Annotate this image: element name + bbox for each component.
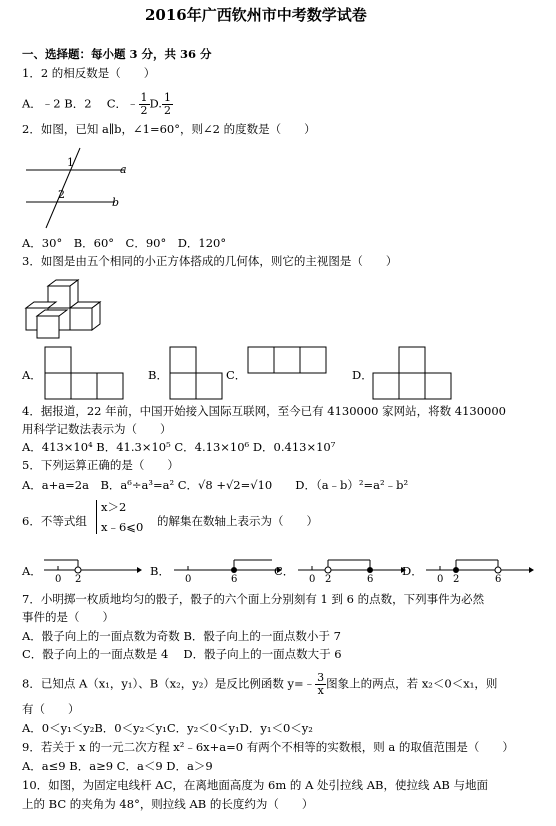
q1-option-d-fraction xyxy=(162,92,173,117)
q10-stem-line2: 上的 BC 的夹角为 48°，则拉线 AB 的长度约为（ ） xyxy=(22,797,314,811)
q3-option-a: A． xyxy=(22,368,42,382)
q6-option-c-number-line xyxy=(296,556,406,586)
page-title: 2016年广西钦州市中考数学试卷 xyxy=(145,6,367,24)
q3-option-b-figure xyxy=(168,345,226,401)
q6c-label-0: 0 xyxy=(309,574,316,585)
q1-c-numerator: 1 xyxy=(140,91,148,104)
q8-denominator: x xyxy=(317,684,324,697)
q5-option-c-expr: √8 +√2=√10 xyxy=(198,478,273,492)
q1-option-c-fraction xyxy=(139,92,150,117)
q8-stem-pre: 8．已知点 A（x₁，y₁）、B（x₂，y₂）是反比例函数 y=﹣ xyxy=(22,676,316,691)
q5-options xyxy=(22,478,408,492)
q7-options-line2: C．骰子向上的一面点数是 4 D．骰子向上的一面点数大于 6 xyxy=(22,647,342,661)
q6b-label-0: 0 xyxy=(185,574,192,585)
q2-stem: 2．如图，已知 a∥b，∠1=60°，则∠2 的度数是（ ） xyxy=(22,122,316,136)
q8-stem-line2: 有（ ） xyxy=(22,702,80,716)
q8-numerator: 3 xyxy=(317,671,325,684)
q6d-label-6: 6 xyxy=(495,574,502,585)
q7-stem-line1: 7．小明掷一枚质地均匀的骰子，骰子的六个面上分别刻有 1 到 6 的点数，下列事件为必然 xyxy=(22,592,485,606)
q2-line-b-label: b xyxy=(112,196,120,209)
q3-option-d-figure xyxy=(371,345,455,401)
q6-inequality-system xyxy=(96,500,143,534)
q6-inequality-2: x﹣6⩽0 xyxy=(101,520,144,534)
q3-option-c-figure xyxy=(246,345,330,377)
q6-option-b: B． xyxy=(150,564,170,578)
q3-option-b: B． xyxy=(148,368,168,382)
q4-stem-line1: 4．据报道，22 年前，中国开始接入国际互联网，至今已有 4130000 家网站，将数 4130000 xyxy=(22,404,507,418)
q2-line-a-label: a xyxy=(120,163,127,176)
q5-option-d: D．（a﹣b）²=a²﹣b² xyxy=(295,478,409,492)
q9-options: A．a≤9 B．a≥9 C．a＜9 D．a＞9 xyxy=(22,759,213,773)
q6-option-a-number-line xyxy=(42,556,142,586)
q2-parallel-lines-figure xyxy=(20,142,140,232)
q6-option-d: D． xyxy=(402,564,423,578)
q3-option-d: D． xyxy=(352,368,373,382)
q6-option-c: C． xyxy=(274,564,295,578)
q6-option-a: A． xyxy=(22,564,42,578)
q3-option-c: C． xyxy=(226,368,247,382)
q8-stem xyxy=(22,672,497,697)
q3-cubes-figure xyxy=(24,278,104,343)
q2-options: A．30° B．60° C．90° D．120° xyxy=(22,236,227,250)
q7-options-line1: A．骰子向上的一面点数为奇数 B．骰子向上的一面点数小于 7 xyxy=(22,629,341,643)
q6c-label-2: 2 xyxy=(325,574,332,585)
q6c-label-6: 6 xyxy=(367,574,374,585)
q1-d-numerator: 1 xyxy=(163,91,171,104)
q6b-label-6: 6 xyxy=(231,574,238,585)
q8-stem-post: 图象上的两点，若 x₂＜0＜x₁，则 xyxy=(326,676,498,691)
q9-stem: 9．若关于 x 的一元二次方程 x²﹣6x+a=0 有两个不相等的实数根，则 a 的取值范围是（ ） xyxy=(22,740,514,754)
q2-angle2-label: 2 xyxy=(58,188,65,201)
q1-stem: 1．2 的相反数是（ ） xyxy=(22,66,156,80)
q1-options-ab: A．﹣2 B．2 C． xyxy=(22,96,127,111)
q6d-label-0: 0 xyxy=(437,574,444,585)
q6-option-d-number-line xyxy=(424,556,534,586)
q4-stem-line2: 用科学记数法表示为（ ） xyxy=(22,422,172,436)
q6a-label-2: 2 xyxy=(75,574,82,585)
q6-option-b-number-line xyxy=(172,556,282,586)
q8-options: A．0＜y₁＜y₂B．0＜y₂＜y₁C．y₂＜0＜y₁D．y₁＜0＜y₂ xyxy=(22,721,313,735)
q6-inequality-1: x＞2 xyxy=(101,500,127,514)
section-heading: 一、选择题：每小题 3 分，共 36 分 xyxy=(22,47,212,61)
q5-stem: 5．下列运算正确的是（ ） xyxy=(22,458,179,472)
q10-stem-line1: 10．如图，为固定电线杆 AC，在离地面高度为 6m 的 A 处引拉线 AB，使拉线 AB 与地面 xyxy=(22,778,489,792)
q3-stem: 3．如图是由五个相同的小正方体搭成的几何体，则它的主视图是（ ） xyxy=(22,254,398,268)
q1-option-d-label: D. xyxy=(149,96,162,111)
q4-options: A．413×10⁴ B．41.3×10⁵ C．4.13×10⁶ D．0.413×10⁷ xyxy=(22,440,336,454)
q6-stem-pre: 6．不等式组 xyxy=(22,514,87,528)
q3-option-a-figure xyxy=(43,345,125,401)
q6d-label-2: 2 xyxy=(453,574,460,585)
q5-options-abc: A．a+a=2a B．a⁶÷a³=a² C． xyxy=(22,478,199,492)
q1-c-denominator: 2 xyxy=(140,104,148,117)
q1-option-c-sign: ﹣ xyxy=(127,96,139,111)
q1-d-denominator: 2 xyxy=(163,104,171,117)
q6-stem-post: 的解集在数轴上表示为（ ） xyxy=(157,514,318,528)
q7-stem-line2: 事件的是（ ） xyxy=(22,610,114,624)
q2-angle1-label: 1 xyxy=(67,156,74,169)
q6a-label-0: 0 xyxy=(55,574,62,585)
q1-options xyxy=(22,92,173,117)
q8-fraction xyxy=(315,672,326,697)
